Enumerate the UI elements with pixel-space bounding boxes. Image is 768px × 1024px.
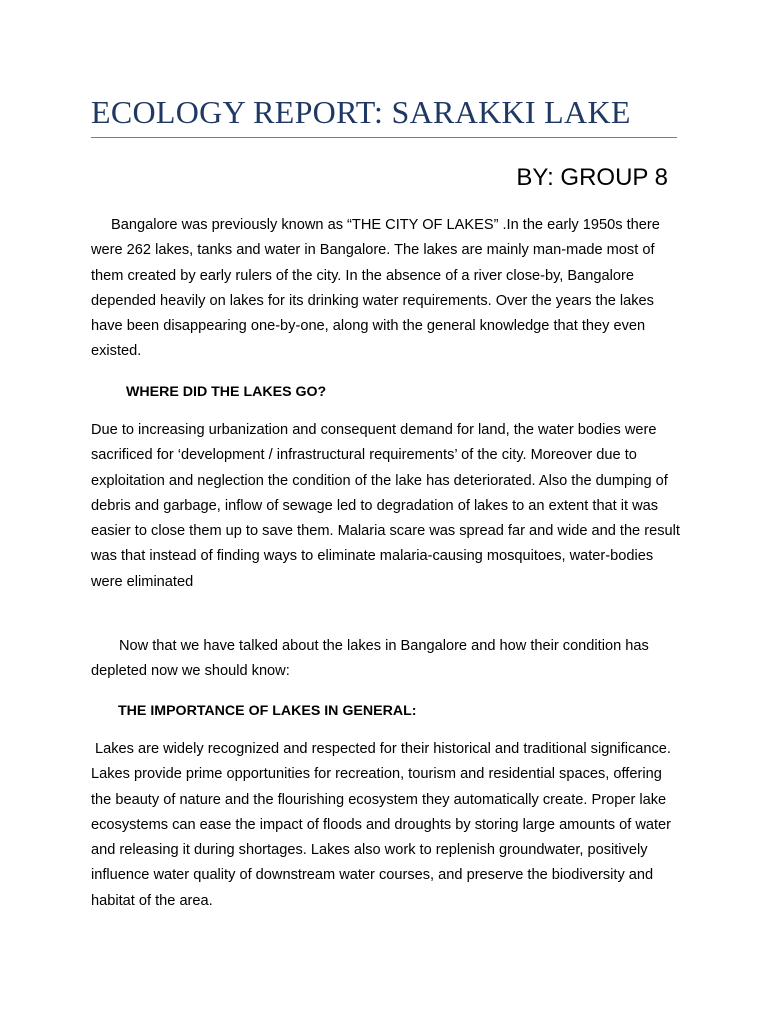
paragraph-intro: Bangalore was previously known as “THE CITY OF LAKES” .In the early 1950s there were 262 lakes, tanks and water in Bangalore. The lakes are mainly man-made most of them created by early rulers of the city. In the absence of a river close-by, Bangalore depended heavily on lakes for its drinking water requirements. Over the years the lakes have been disappearing one-by-one, along with the general knowledge that they even existed.: [91, 217, 660, 360]
paragraph-where: Due to increasing urbanization and consequent demand for land, the water bodies were sacrificed for ‘development / infrastructural requirements’ of the city. Moreover due to exploitation and neglection the condition of the lake has deteriorated. Also the dumping of debris and garbage, inflow of sewage led to degradation of lakes to an extent that it was easier to close them up to save them. Malaria scare was spread far and wide and the result was that instead of finding ways to eliminate malaria-causing mosquitoes, water-bodies were eliminated: [91, 422, 680, 590]
section-heading-where: WHERE DID THE LAKES GO?: [126, 384, 327, 400]
title-underline-rule: [91, 137, 677, 138]
paragraph-importance: Lakes are widely recognized and respected for their historical and traditional significance. Lakes provide prime opportunities for recreation, tourism and residential spaces, offering the beauty of nature and the flourishing ecosystem they automatically create. Proper lake ecosystems can ease the impact of floods and droughts by storing large amounts of water and releasing it during shortages. Lakes also work to replenish groundwater, positively influence water quality of downstream water courses, and preserve the biodiversity and habitat of the area.: [91, 741, 672, 909]
document-title: ECOLOGY REPORT: SARAKKI LAKE: [91, 94, 631, 130]
section-heading-importance: THE IMPORTANCE OF LAKES IN GENERAL:: [118, 703, 417, 719]
document-byline: BY: GROUP 8: [516, 164, 668, 191]
paragraph-transition: Now that we have talked about the lakes in Bangalore and how their condition has depleted now we should know:: [91, 638, 649, 680]
